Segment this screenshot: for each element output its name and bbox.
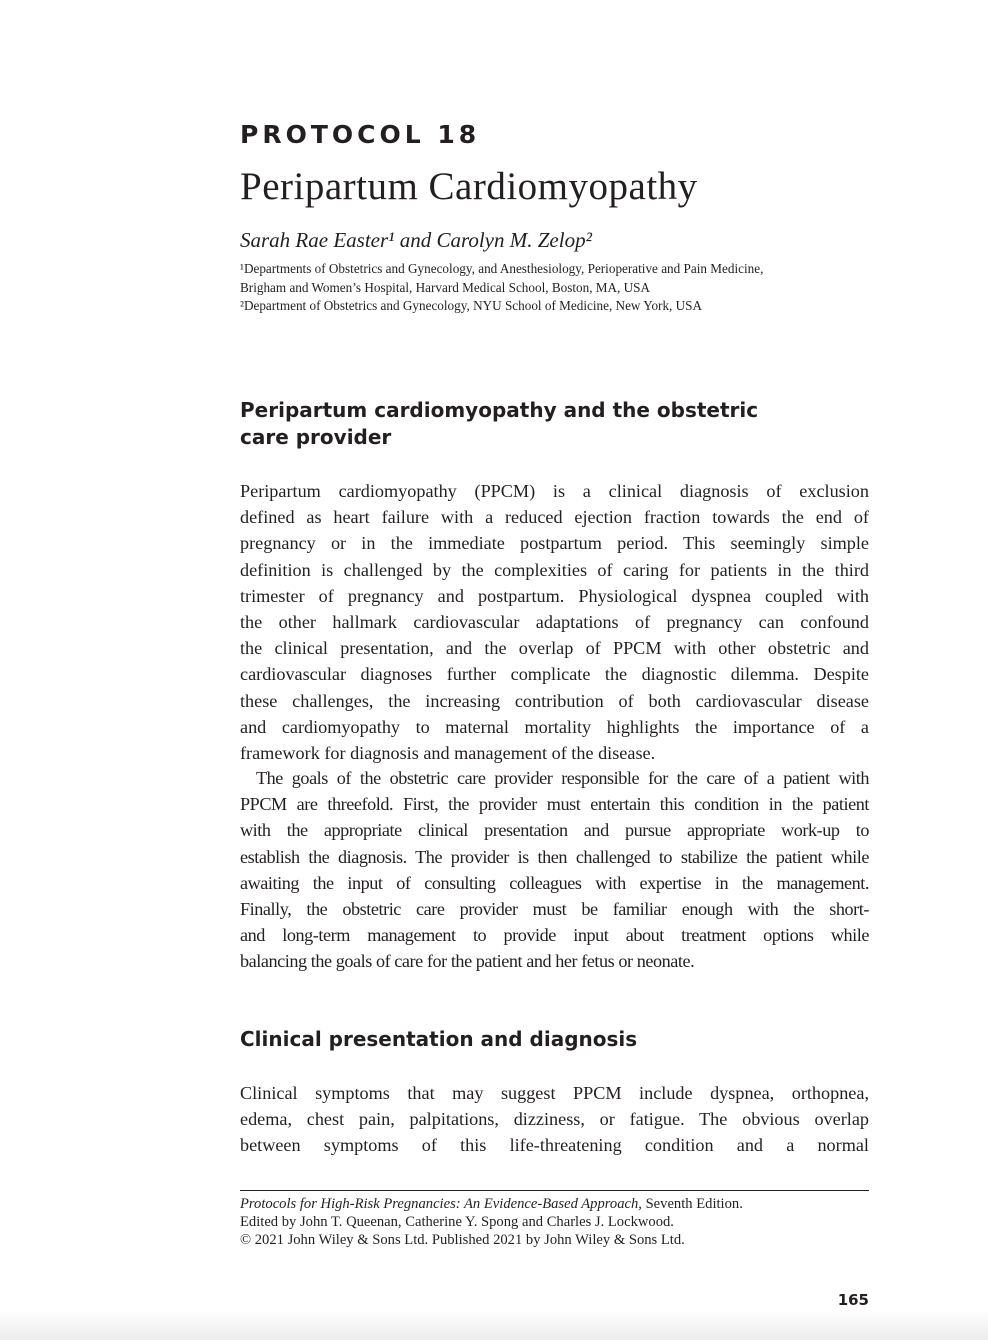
text-line: framework for diagnosis and management of the disease. [240, 742, 656, 763]
text-line: cardiovascular diagnoses further complicate the diagnostic dilemma. Despite [240, 664, 869, 685]
text-line: defined as heart failure with a reduced ejection fraction towards the end of [240, 507, 869, 528]
edition: , Seventh Edition. [638, 1196, 743, 1212]
text-line: edema, chest pain, palpitations, dizziness, or fatigue. The obvious overlap [240, 1109, 869, 1130]
text-line: and long-term management to provide input about treatment options while [240, 925, 869, 946]
text-line: and cardiomyopathy to maternal mortality highlights the importance of a [240, 716, 869, 737]
editors-line: Edited by John T. Queenan, Catherine Y. Spong and Charles J. Lockwood. [240, 1214, 674, 1231]
footnote-rule [240, 1190, 869, 1191]
text-line: Clinical symptoms that may suggest PPCM include dyspnea, orthopnea, [240, 1083, 869, 1103]
protocol-label: PROTOCOL 18 [240, 120, 481, 149]
text-line: Finally, the obstetric care provider must be familiar enough with the short- [240, 898, 869, 919]
affiliation-line: ²Department of Obstetrics and Gynecology, NYU School of Medicine, New York, USA [240, 298, 703, 313]
heading-line: Peripartum cardiomyopathy and the obstetric [240, 398, 759, 422]
text-line: trimester of pregnancy and postpartum. Physiological dyspnea coupled with [240, 585, 869, 606]
section-heading: Clinical presentation and diagnosis [240, 1027, 638, 1051]
paragraph [240, 478, 869, 766]
text-line: establish the diagnosis. The provider is then challenged to stabilize the patient while [240, 846, 869, 867]
text-line: The goals of the obstetric care provider responsible for the care of a patient with [256, 768, 869, 788]
text-line: the other hallmark cardiovascular adaptations of pregnancy can confound [240, 611, 869, 632]
text-line: these challenges, the increasing contribution of both cardiovascular disease [240, 690, 869, 711]
book-title: Protocols for High-Risk Pregnancies: An Evidence-Based Approach [240, 1196, 639, 1212]
affiliations [240, 260, 763, 316]
text-line: awaiting the input of consulting colleagues with expertise in the management. [240, 872, 869, 893]
page-edge-shadow [0, 1310, 988, 1340]
affiliation-line: ¹Departments of Obstetrics and Gynecology, and Anesthesiology, Perioperative and Pain Medicine, [240, 261, 764, 276]
chapter-title: Peripartum Cardiomyopathy [240, 165, 698, 208]
footer-citation [240, 1195, 743, 1250]
paragraph [240, 765, 869, 975]
page-number: 165 [837, 1291, 869, 1309]
citation-line [240, 1195, 743, 1213]
text-line: Peripartum cardiomyopathy (PPCM) is a clinical diagnosis of exclusion [240, 481, 869, 501]
section-heading [240, 397, 758, 451]
paragraph [240, 1080, 869, 1159]
authors: Sarah Rae Easter¹ and Carolyn M. Zelop² [240, 228, 592, 252]
text-line: PPCM are threefold. First, the provider must entertain this condition in the patient [240, 794, 869, 815]
text-line: between symptoms of this life-threatening condition and a normal [240, 1135, 869, 1156]
text-line: definition is challenged by the complexities of caring for patients in the third [240, 559, 869, 580]
text-line: pregnancy or in the immediate postpartum period. This seemingly simple [240, 533, 869, 554]
text-line: the clinical presentation, and the overlap of PPCM with other obstetric and [240, 638, 869, 659]
affiliation-line: Brigham and Women’s Hospital, Harvard Medical School, Boston, MA, USA [240, 279, 651, 295]
text-line: with the appropriate clinical presentation and pursue appropriate work-up to [240, 820, 869, 841]
heading-line: care provider [240, 425, 392, 449]
copyright-line: © 2021 John Wiley & Sons Ltd. Published 2021 by John Wiley & Sons Ltd. [240, 1232, 685, 1249]
text-line: balancing the goals of care for the patient and her fetus or neonate. [240, 951, 695, 972]
